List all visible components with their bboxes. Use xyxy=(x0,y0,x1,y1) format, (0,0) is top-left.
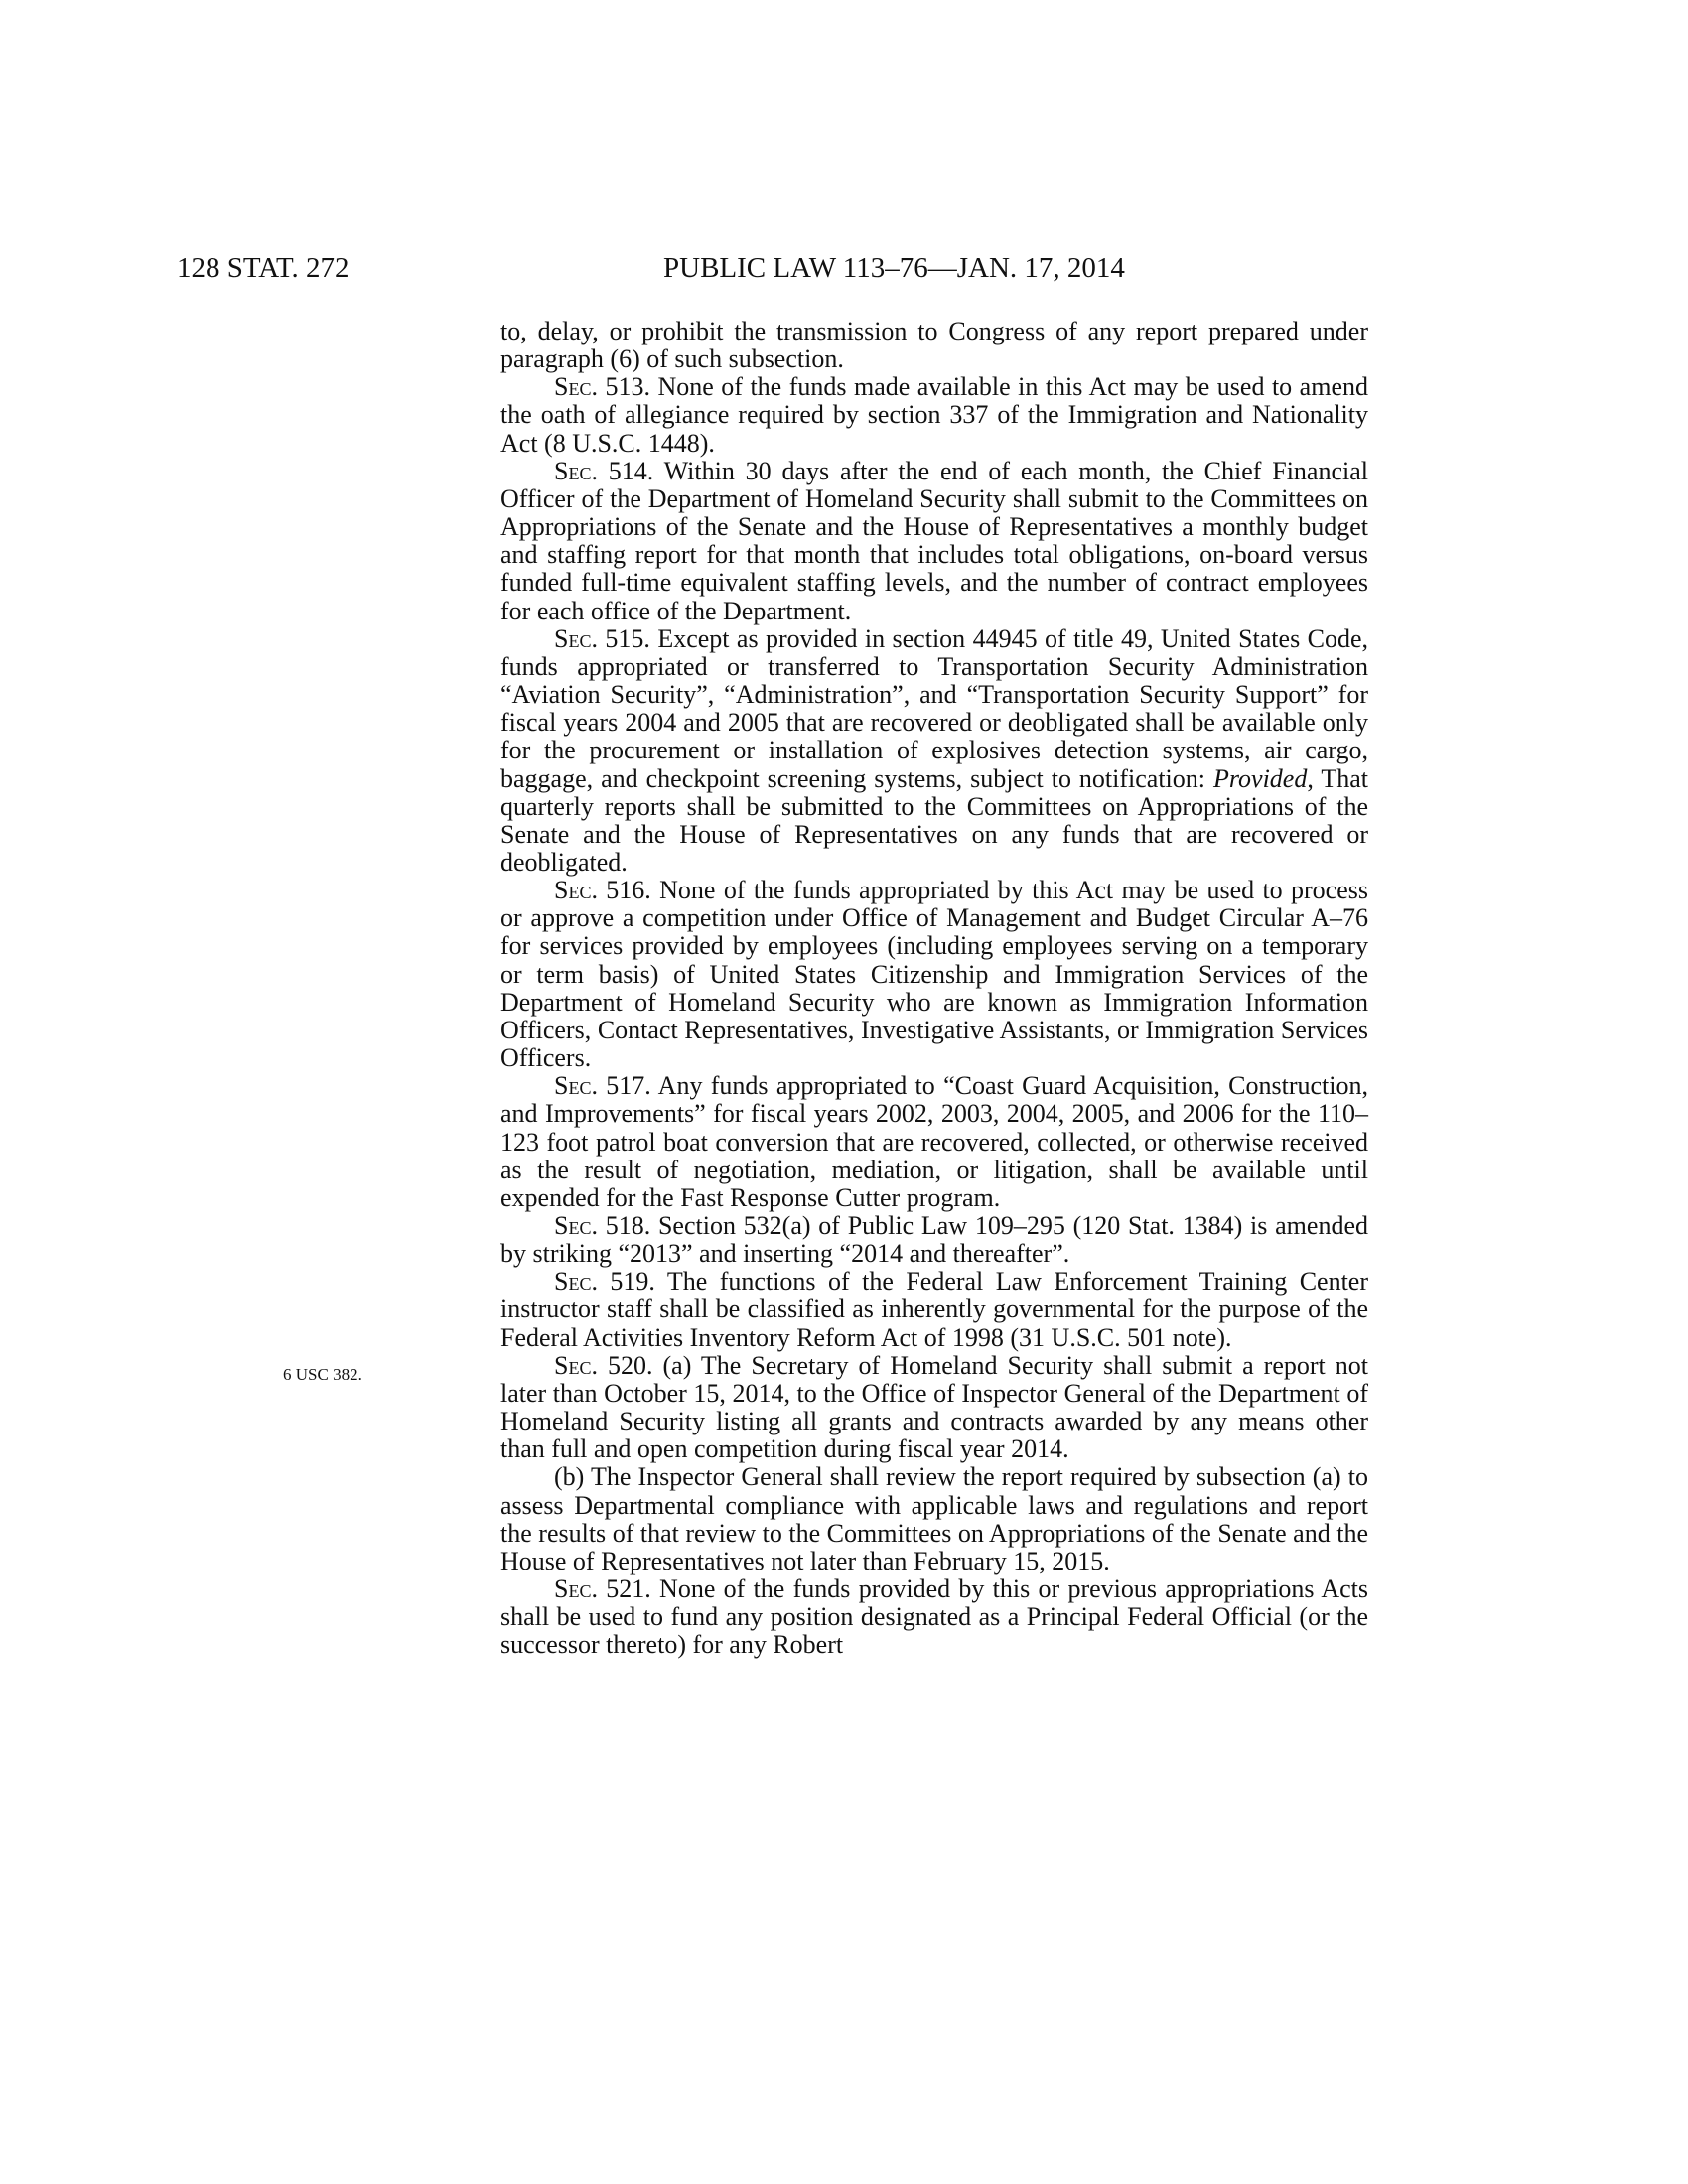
paragraph-continuation xyxy=(500,318,1368,373)
section-520-a xyxy=(500,1352,1368,1464)
paragraph-text: 513. None of the funds made available in this Act may be used to amend the oath of allegiance required by section 337 of the Immigration and Nationality Act (8 U.S.C. 1448). xyxy=(500,372,1368,458)
paragraph-text: 516. None of the funds appropriated by this Act may be used to process or approve a competition under Office of Management and Budget Circular A–76 for services provided by employees (including employees serving on a temporary or term basis) of United States Citizenship and Immigration Services of the Department of Homeland Security who are known as Immigration Information Officers, Contact Representatives, Investigative Assistants, or Immigration Services Officers. xyxy=(500,876,1368,1073)
public-law-title: PUBLIC LAW 113–76—JAN. 17, 2014 xyxy=(663,252,1125,284)
section-514 xyxy=(500,458,1368,625)
paragraph-text: (b) The Inspector General shall review the report required by subsection (a) to assess Departmental compliance with applicable laws and regulations and report the results of that review to the Committees on Appropriations of the Senate and the House of Representatives not later than February 15, 2015. xyxy=(500,1462,1368,1575)
paragraph-text: 520. (a) The Secretary of Homeland Security shall submit a report not later than October 15, 2014, to the Office of Inspector General of the Department of Homeland Security listing all grants and contracts awarded by any means other than full and open competition during fiscal year 2014. xyxy=(500,1350,1368,1464)
section-519 xyxy=(500,1268,1368,1351)
section-label: Sec. xyxy=(554,372,598,402)
section-515 xyxy=(500,625,1368,877)
paragraph-text: 521. None of the funds provided by this or previous appropriations Acts shall be used to fund any position designated as a Principal Federal Official (or the successor thereto) for any Robert xyxy=(500,1574,1368,1660)
body-text xyxy=(500,318,1368,1660)
paragraph-text: 515. Except as provided in section 44945 of title 49, United States Code, funds appropriated or transferred to Transportation Security Administration “Aviation Security”, “Administration”, and “Transportation Security Support” for fiscal years 2004 and 2005 that are recovered or deobligated shall be available only for the procurement or installation of explosives detection systems, air cargo, baggage, and checkpoint screening systems, subject to notification: xyxy=(500,623,1368,793)
section-label: Sec. xyxy=(554,876,598,905)
section-label: Sec. xyxy=(554,1350,598,1380)
section-513 xyxy=(500,373,1368,457)
section-label: Sec. xyxy=(554,1071,598,1101)
section-label: Sec. xyxy=(554,1211,598,1240)
section-label: Sec. xyxy=(554,1574,598,1604)
margin-citation: 6 USC 382. xyxy=(283,1365,362,1384)
paragraph-text: to, delay, or prohibit the transmission to Congress of any report prepared under paragraph (6) of such subsection. xyxy=(500,317,1368,374)
section-label: Sec. xyxy=(554,1267,598,1297)
section-517 xyxy=(500,1072,1368,1212)
section-518 xyxy=(500,1212,1368,1268)
section-521 xyxy=(500,1575,1368,1659)
section-label: Sec. xyxy=(554,623,598,653)
page-header xyxy=(0,248,1688,288)
paragraph-text: 518. Section 532(a) of Public Law 109–295 (120 Stat. 1384) is amended by striking “2013” and inserting “2014 and thereafter”. xyxy=(500,1211,1368,1269)
paragraph-text: 519. The functions of the Federal Law Enforcement Training Center instructor staff shall be classified as inherently governmental for the purpose of the Federal Activities Inventory Reform Act of 1998 (31 U.S.C. 501 note). xyxy=(500,1267,1368,1352)
section-label: Sec. xyxy=(554,456,598,485)
paragraph-text-after: , That quarterly reports shall be submitted to the Committees on Appropriations of the Senate and the House of Representatives on any funds that are recovered or deobligated. xyxy=(500,763,1369,877)
paragraph-italic: Provided xyxy=(1213,763,1308,793)
section-520-b xyxy=(500,1463,1368,1575)
statute-page-number: 128 STAT. 272 xyxy=(177,252,350,284)
paragraph-text: 514. Within 30 days after the end of each month, the Chief Financial Officer of the Department of Homeland Security shall submit to the Committees on Appropriations of the Senate and the House of Representatives a monthly budget and staffing report for that month that includes total obligations, on-board versus funded full-time equivalent staffing levels, and the number of contract employees for each office of the Department. xyxy=(500,456,1368,625)
paragraph-text: 517. Any funds appropriated to “Coast Guard Acquisition, Construction, and Improvements” for fiscal years 2002, 2003, 2004, 2005, and 2006 for the 110–123 foot patrol boat conversion that are recovered, collected, or otherwise received as the result of negotiation, mediation, or litigation, shall be available until expended for the Fast Response Cutter program. xyxy=(500,1071,1368,1212)
section-516 xyxy=(500,877,1368,1072)
